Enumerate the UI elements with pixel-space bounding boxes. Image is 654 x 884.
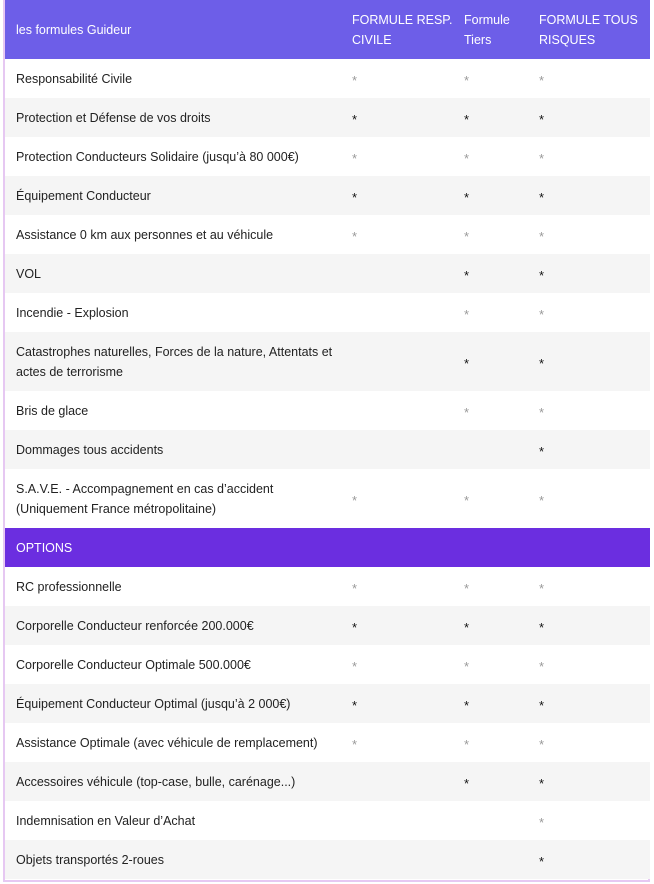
row-label: Protection et Défense de vos droits <box>16 110 211 125</box>
inclusion-mark: * <box>464 736 470 752</box>
row-label: RC professionnelle <box>16 579 122 594</box>
row-label: Corporelle Conducteur Optimale 500.000€ <box>16 657 251 672</box>
row-label: Objets transportés 2-roues <box>16 852 164 867</box>
row-label: Assistance Optimale (avec véhicule de remplacement) <box>16 735 318 750</box>
table-row <box>5 59 650 98</box>
row-label: VOL <box>16 266 42 281</box>
inclusion-mark: * <box>464 697 470 713</box>
inclusion-mark: * <box>352 658 358 674</box>
inclusion-mark: * <box>539 492 545 508</box>
row-label: Corporelle Conducteur renforcée 200.000€ <box>16 618 254 633</box>
table-header-row <box>5 0 650 59</box>
table-row <box>5 684 650 723</box>
table-row <box>5 840 650 879</box>
row-label: Dommages tous accidents <box>16 442 164 457</box>
inclusion-mark: * <box>464 404 470 420</box>
inclusion-mark: * <box>352 580 358 596</box>
inclusion-mark: * <box>539 111 545 127</box>
inclusion-mark: * <box>464 492 470 508</box>
table-row <box>5 606 650 645</box>
table-row <box>5 293 650 332</box>
inclusion-mark: * <box>352 111 358 127</box>
inclusion-mark: * <box>539 736 545 752</box>
inclusion-mark: * <box>464 267 470 283</box>
options-section-title: OPTIONS <box>16 540 73 555</box>
inclusion-mark: * <box>352 72 358 88</box>
row-label: Catastrophes naturelles, Forces de la nature, Attentats et actes de terrorisme <box>16 344 333 379</box>
inclusion-mark: * <box>464 111 470 127</box>
table-row <box>5 215 650 254</box>
row-label: Équipement Conducteur Optimal (jusqu’à 2 000€) <box>16 696 291 711</box>
header-formule-tous-risques: FORMULE TOUS RISQUES <box>539 12 638 47</box>
inclusion-mark: * <box>539 619 545 635</box>
row-label: Indemnisation en Valeur d’Achat <box>16 813 196 828</box>
options-section-header <box>5 528 650 567</box>
formula-comparison-table <box>5 0 650 879</box>
inclusion-mark: * <box>539 580 545 596</box>
table-row <box>5 645 650 684</box>
inclusion-mark: * <box>539 775 545 791</box>
inclusion-mark: * <box>539 267 545 283</box>
inclusion-mark: * <box>352 189 358 205</box>
inclusion-mark: * <box>464 355 470 371</box>
inclusion-mark: * <box>539 443 545 459</box>
inclusion-mark: * <box>539 306 545 322</box>
inclusion-mark: * <box>539 72 545 88</box>
row-label: Assistance 0 km aux personnes et au véhicule <box>16 227 274 242</box>
inclusion-mark: * <box>352 697 358 713</box>
table-row <box>5 254 650 293</box>
table-row <box>5 801 650 840</box>
table-row <box>5 98 650 137</box>
row-label: S.A.V.E. - Accompagnement en cas d’accident (Uniquement France métropolitaine) <box>16 481 274 516</box>
inclusion-mark: * <box>464 580 470 596</box>
table-row <box>5 137 650 176</box>
table-row <box>5 723 650 762</box>
inclusion-mark: * <box>539 404 545 420</box>
inclusion-mark: * <box>352 736 358 752</box>
inclusion-mark: * <box>539 853 545 869</box>
row-label: Responsabilité Civile <box>16 71 133 86</box>
table-row <box>5 332 650 391</box>
inclusion-mark: * <box>539 697 545 713</box>
table-row <box>5 391 650 430</box>
inclusion-mark: * <box>352 492 358 508</box>
header-formulas-title: les formules Guideur <box>16 22 132 37</box>
inclusion-mark: * <box>539 189 545 205</box>
row-label: Incendie - Explosion <box>16 305 129 320</box>
inclusion-mark: * <box>464 189 470 205</box>
inclusion-mark: * <box>464 306 470 322</box>
row-label: Accessoires véhicule (top-case, bulle, carénage...) <box>16 774 296 789</box>
header-formule-tiers: Formule Tiers <box>464 12 510 47</box>
inclusion-mark: * <box>539 658 545 674</box>
inclusion-mark: * <box>464 228 470 244</box>
inclusion-mark: * <box>539 814 545 830</box>
table-row <box>5 176 650 215</box>
inclusion-mark: * <box>539 150 545 166</box>
inclusion-mark: * <box>464 658 470 674</box>
inclusion-mark: * <box>464 775 470 791</box>
inclusion-mark: * <box>539 355 545 371</box>
table-row <box>5 430 650 469</box>
inclusion-mark: * <box>352 619 358 635</box>
table-row <box>5 762 650 801</box>
inclusion-mark: * <box>464 150 470 166</box>
row-label: Bris de glace <box>16 403 89 418</box>
row-label: Équipement Conducteur <box>16 188 151 203</box>
header-formule-resp-civile: FORMULE RESP. CIVILE <box>352 12 453 47</box>
inclusion-mark: * <box>464 619 470 635</box>
table-row <box>5 469 650 528</box>
inclusion-mark: * <box>352 150 358 166</box>
inclusion-mark: * <box>352 228 358 244</box>
inclusion-mark: * <box>539 228 545 244</box>
inclusion-mark: * <box>464 72 470 88</box>
row-label: Protection Conducteurs Solidaire (jusqu’à 80 000€) <box>16 149 299 164</box>
table-row <box>5 567 650 606</box>
